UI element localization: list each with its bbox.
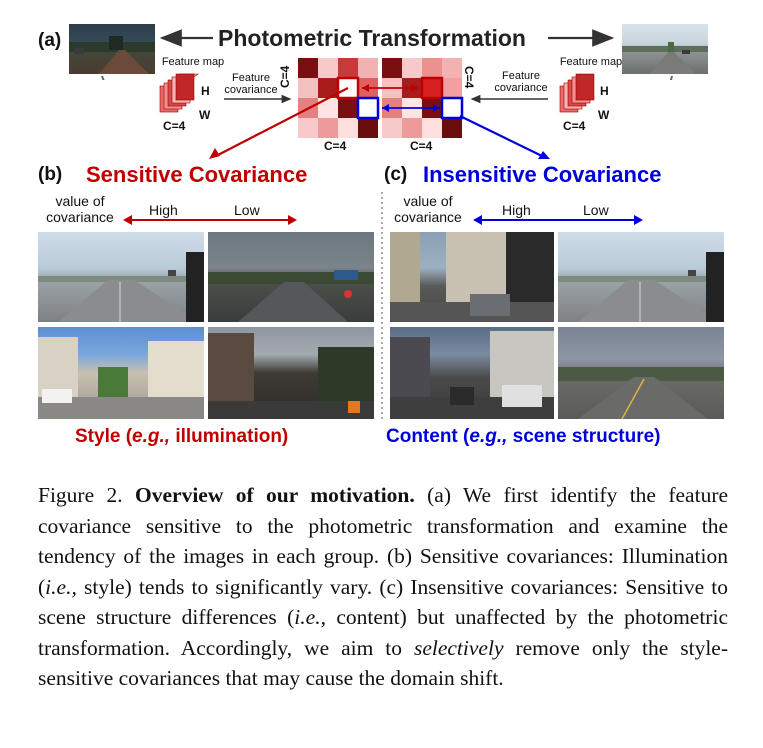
style-caption-suffix: illumination) <box>170 426 289 447</box>
figure-caption <box>38 480 728 694</box>
high-label-c: High <box>502 202 531 218</box>
dim-c-right-stack: C=4 <box>563 119 586 133</box>
photo-b-street-dusk <box>208 327 374 419</box>
panel-a-label: (a) <box>38 30 62 51</box>
dim-w-right: W <box>598 108 610 122</box>
feature-map-label-right: Feature map <box>559 56 623 68</box>
photo-b-street-sunny-graphic <box>38 327 204 419</box>
feature-covariance-left-line2: covariance <box>224 84 278 96</box>
caption-text-part4: remove only the style-sensitive covariances that may cause the domain shift. <box>38 635 728 690</box>
insensitive-covariance-title: Insensitive Covariance <box>423 162 662 187</box>
feature-covariance-right-line2: covariance <box>494 82 548 94</box>
value-of-covariance-c-line2: covariance <box>394 209 462 225</box>
content-caption <box>386 426 661 448</box>
value-of-covariance-b-line1: value of <box>55 193 105 209</box>
style-caption <box>75 426 288 448</box>
panel-b-label: (b) <box>38 164 63 185</box>
value-of-covariance-b <box>36 193 124 225</box>
covariance-matrix-left <box>298 58 378 138</box>
photo-b-road-overcast <box>208 232 374 322</box>
feature-map-stack-right <box>560 74 594 112</box>
panel-divider-dotted <box>380 192 384 422</box>
photo-c-road-overcast <box>558 327 724 419</box>
high-low-arrow-b <box>122 213 322 227</box>
caption-text-part3: content) but unaffected by the photometric transformation. Accordingly, we aim to <box>38 605 728 660</box>
photo-b-street-sunny <box>38 327 204 419</box>
photo-b-road-overcast-graphic <box>208 232 374 322</box>
photo-b-highway-bright <box>38 232 204 322</box>
feature-covariance-left-line1: Feature <box>232 72 270 84</box>
caption-ie-2: i.e., <box>294 605 326 629</box>
photometric-transformation-title: Photometric Transformation <box>218 25 526 51</box>
caption-ie-1: i.e., <box>45 574 77 599</box>
photo-c-highway-bright <box>558 232 724 322</box>
value-of-covariance-c <box>384 193 472 225</box>
dim-c-matrix-left-side: C=4 <box>278 65 292 88</box>
dim-c-matrix-right-side: C=4 <box>462 66 476 89</box>
high-label-b: High <box>149 202 178 218</box>
photo-b-highway-bright-graphic <box>38 232 204 322</box>
photo-c-road-overcast-graphic <box>558 327 724 419</box>
value-of-covariance-c-line1: value of <box>403 193 453 209</box>
caption-selectively: selectively <box>413 635 504 660</box>
content-caption-prefix: Content ( <box>386 426 470 447</box>
covariance-matrix-right <box>382 58 462 138</box>
photo-c-street-dusk-graphic <box>390 327 554 419</box>
feature-map-label-left: Feature map <box>161 56 225 68</box>
low-label-b: Low <box>234 202 260 218</box>
photo-c-street-dusk <box>390 327 554 419</box>
photo-c-highway-bright-graphic <box>558 232 724 322</box>
photo-b-street-dusk-graphic <box>208 327 374 419</box>
photo-c-downtown-street-graphic <box>390 232 554 322</box>
photo-c-downtown-street <box>390 232 554 322</box>
dim-h-right: H <box>600 84 609 98</box>
sensitive-covariance-title: Sensitive Covariance <box>86 162 308 187</box>
panel-c-label: (c) <box>384 164 408 185</box>
dim-c-left-stack: C=4 <box>163 119 186 133</box>
feature-maps-and-covariance <box>0 0 763 160</box>
content-caption-eg: e.g., <box>469 426 508 447</box>
caption-text-part2: style) tends to significantly vary. (c) Insensitive covariances: Sensitive to scene structure differences ( <box>38 574 728 629</box>
dim-h-left: H <box>201 84 210 98</box>
content-caption-suffix: scene structure) <box>507 426 661 447</box>
high-low-arrow-c <box>472 213 672 227</box>
value-of-covariance-b-line2: covariance <box>46 209 114 225</box>
low-label-c: Low <box>583 202 609 218</box>
dim-c-matrix-right-bottom: C=4 <box>410 139 433 153</box>
dim-w-left: W <box>199 108 211 122</box>
dim-c-matrix-left-bottom: C=4 <box>324 139 347 153</box>
caption-bold-title: Overview of our motivation. <box>135 483 415 507</box>
caption-text-part1: (a) We first identify the feature covariance sensitive to the photometric transformation and examine the tendency of the images in each group. (b) Sensitive covariances: Illumination ( <box>38 483 729 599</box>
style-caption-eg: e.g., <box>132 426 171 447</box>
feature-covariance-right-line1: Feature <box>502 70 540 82</box>
style-caption-prefix: Style ( <box>75 426 133 447</box>
caption-figure-number: Figure 2. <box>38 483 123 507</box>
feature-map-stack-left <box>160 74 198 112</box>
